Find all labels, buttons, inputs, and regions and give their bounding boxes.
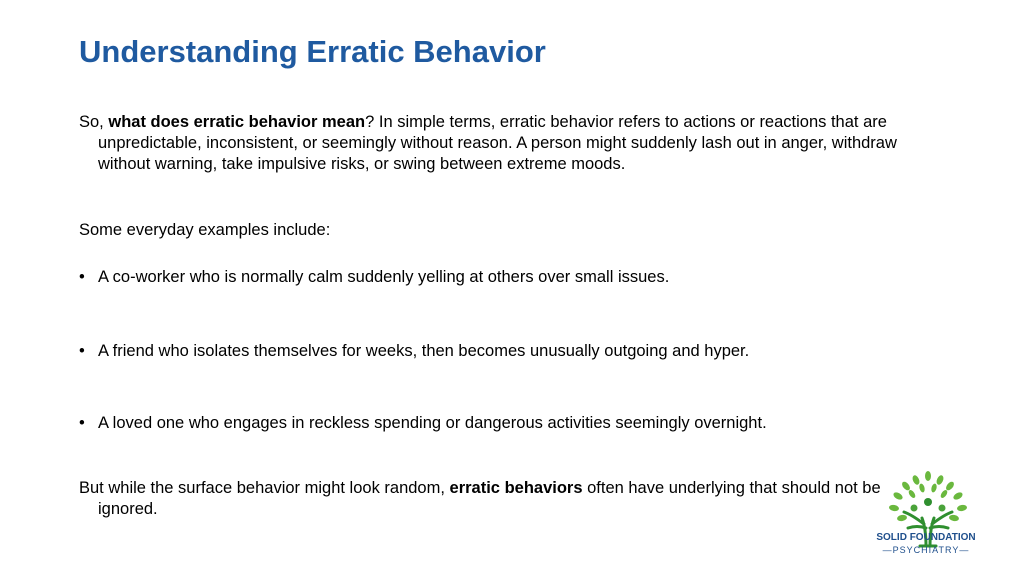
list-item — [79, 413, 899, 434]
bullet-text: A loved one who engages in reckless spending or dangerous activities seemingly overnight. — [98, 414, 767, 432]
bullet-text: A friend who isolates themselves for weeks, then becomes unusually outgoing and hyper. — [98, 342, 750, 360]
logo-subtitle: —PSYCHIATRY— — [882, 545, 970, 555]
bullet-marker: • — [79, 268, 85, 286]
bullet-marker: • — [79, 342, 85, 360]
list-item — [79, 341, 899, 362]
list-item — [79, 267, 899, 288]
intro-bold: what does erratic behavior mean — [108, 113, 366, 131]
intro-paragraph — [79, 112, 918, 175]
logo-sub-text: PSYCHIATRY — [892, 545, 960, 555]
examples-heading: Some everyday examples include: — [79, 221, 331, 239]
slide-title: Understanding Erratic Behavior — [79, 34, 546, 69]
intro-rest: ? In simple terms, erratic behavior refers to actions or reactions that are unpredictable, inconsistent, or seemingly without reason. A person might suddenly lash out in anger, withdraw without warning, take impulsive risks, or swing between extreme moods. — [98, 113, 897, 173]
bullet-marker: • — [79, 414, 85, 432]
logo-name: SOLID FOUNDATION — [876, 532, 976, 543]
tree-logo-icon — [868, 458, 988, 558]
intro-prefix: So, — [79, 113, 109, 131]
closing-rest: often have underlying that should not be ignored. — [98, 479, 881, 518]
closing-paragraph — [79, 478, 888, 520]
closing-prefix: But while the surface behavior might look random, — [79, 479, 450, 497]
closing-bold: erratic behaviors — [449, 479, 583, 497]
bullet-text: A co-worker who is normally calm suddenly yelling at others over small issues. — [98, 268, 670, 286]
